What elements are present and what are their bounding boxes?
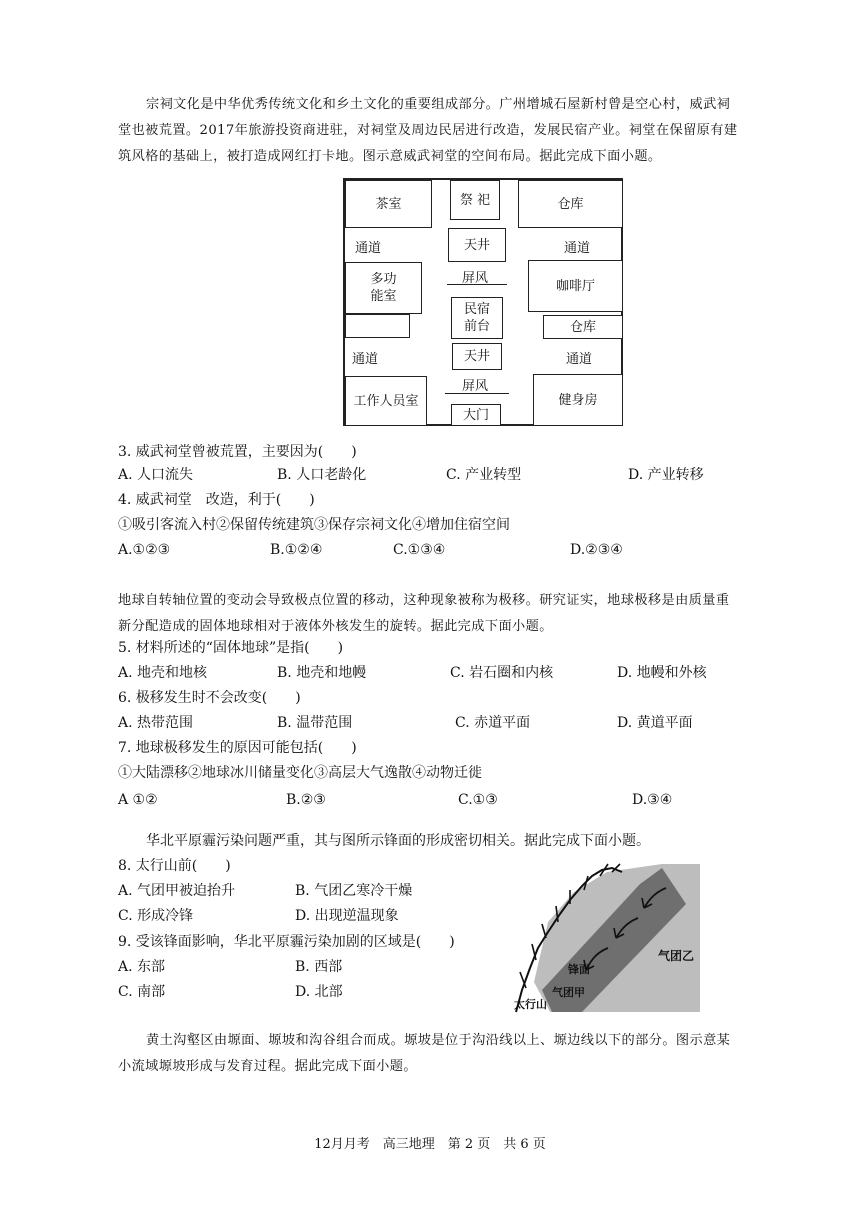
room-gym: 健身房: [533, 374, 623, 426]
q3-option-a: A. 人口流失: [118, 467, 194, 483]
q9-option-b: B. 西部: [295, 959, 343, 975]
patio-bottom: 天井: [452, 343, 502, 370]
screen-bottom-label: 屏风: [462, 379, 489, 394]
room-warehouse-mid: 仓库: [543, 315, 623, 339]
q4-statements: ①吸引客流入村②保留传统建筑③保存宗祠文化④增加住宿空间: [118, 517, 510, 533]
intro-paragraph-loess: 黄土沟壑区由塬面、塬坡和沟谷组合而成。塬坡是位于沟沿线以上、塬边线以下的部分。图示意某小流域塬坡形成与发育过程。据此完成下面小题。: [118, 1033, 731, 1074]
room-ancestral: 祭 祀: [450, 180, 500, 220]
q7-option-b: B.②③: [286, 792, 326, 808]
q8-option-c: C. 形成冷锋: [118, 908, 194, 924]
ancestral-hall-floor-plan: [343, 178, 623, 426]
question-4-stem: 4. 威武祠堂 改造，利于( ): [118, 492, 315, 508]
screen-bottom-wall: [445, 393, 509, 394]
passage-top-right: 通道: [564, 241, 591, 256]
q4-option-d: D.②③④: [570, 542, 623, 558]
q8-option-a: A. 气团甲被迫抬升: [118, 883, 236, 899]
q5-option-c: C. 岩石圈和内核: [450, 665, 554, 681]
room-warehouse-top: 仓库: [518, 180, 623, 228]
q4-option-b: B.①②④: [270, 542, 323, 558]
passage-bottom-left: 通道: [352, 352, 379, 367]
room-tea: 茶室: [345, 180, 432, 228]
screen-top-label: 屏风: [462, 271, 489, 286]
q6-option-a: A. 热带范围: [118, 715, 194, 731]
question-5-stem: 5. 材料所述的“固体地球”是指( ): [118, 640, 344, 656]
room-small-left: [345, 314, 410, 338]
q3-option-d: D. 产业转移: [628, 467, 704, 483]
room-multifunction: 多功 能室: [345, 262, 422, 314]
label-air-mass-b: 气团乙: [658, 949, 695, 963]
q6-option-b: B. 温带范围: [277, 715, 353, 731]
room-staff: 工作人员室: [345, 376, 427, 426]
q3-option-c: C. 产业转型: [446, 467, 522, 483]
q9-option-d: D. 北部: [295, 984, 343, 1000]
q5-option-d: D. 地幔和外核: [617, 665, 707, 681]
q9-option-a: A. 东部: [118, 959, 166, 975]
intro-paragraph-polar-motion: 地球自转轴位置的变动会导致极点位置的移动，这种现象被称为极移。研究证实，地球极移是由质量重新分配造成的固体地球相对于液体外核发生的旋转。据此完成下面小题。: [118, 593, 730, 634]
patio-top: 天井: [448, 228, 506, 262]
q7-option-d: D.③④: [632, 792, 673, 808]
front-diagram: [512, 862, 702, 1014]
q4-option-c: C.①③④: [393, 542, 446, 558]
label-front: 锋面: [568, 963, 590, 976]
q8-option-b: B. 气团乙寒冷干燥: [295, 883, 413, 899]
label-air-mass-a: 气团甲: [552, 986, 585, 999]
front-diagram-svg: [512, 862, 702, 1014]
q4-option-a: A.①②③: [118, 542, 171, 558]
question-6-stem: 6. 极移发生时不会改变( ): [118, 690, 301, 706]
question-8-stem: 8. 太行山前( ): [118, 858, 231, 874]
q7-option-a: A ①②: [118, 792, 158, 808]
q7-statements: ①大陆漂移②地球冰川储量变化③高层大气逸散④动物迁徙: [118, 765, 482, 781]
screen-top-wall: [447, 284, 507, 285]
passage-bottom-right: 通道: [566, 352, 593, 367]
passage-top-left: 通道: [355, 241, 382, 256]
label-taihang: 太行山: [514, 998, 547, 1011]
q9-option-c: C. 南部: [118, 984, 166, 1000]
q3-option-b: B. 人口老龄化: [277, 467, 367, 483]
q6-option-c: C. 赤道平面: [455, 715, 531, 731]
q6-option-d: D. 黄道平面: [617, 715, 693, 731]
q7-option-c: C.①③: [458, 792, 498, 808]
question-3-stem: 3. 威武祠堂曾被荒置，主要因为( ): [118, 444, 357, 460]
q5-option-b: B. 地壳和地幔: [277, 665, 367, 681]
room-frontdesk: 民宿 前台: [451, 297, 503, 339]
q5-option-a: A. 地壳和地核: [118, 665, 208, 681]
question-9-stem: 9. 受该锋面影响，华北平原霾污染加剧的区域是( ): [118, 934, 455, 950]
room-cafe: 咖啡厅: [528, 260, 623, 312]
page-footer: 12月月考 高三地理 第 2 页 共 6 页: [314, 1137, 546, 1152]
intro-paragraph-ancestral-hall: 宗祠文化是中华优秀传统文化和乡土文化的重要组成部分。广州增城石屋新村曾是空心村，威武祠堂也被荒置。2017年旅游投资商进驻，对祠堂及周边民居进行改造，发展民宿产业。祠堂在保留原有建筑风格的基础上，被打造成网红打卡地。图示意威武祠堂的空间布局。据此完成下面小题。: [118, 97, 738, 164]
question-7-stem: 7. 地球极移发生的原因可能包括( ): [118, 740, 357, 756]
intro-paragraph-haze: 华北平原霾污染问题严重，其与图所示锋面的形成密切相关。据此完成下面小题。: [146, 833, 650, 849]
q8-option-d: D. 出现逆温现象: [295, 908, 399, 924]
main-gate: 大门: [451, 404, 501, 426]
